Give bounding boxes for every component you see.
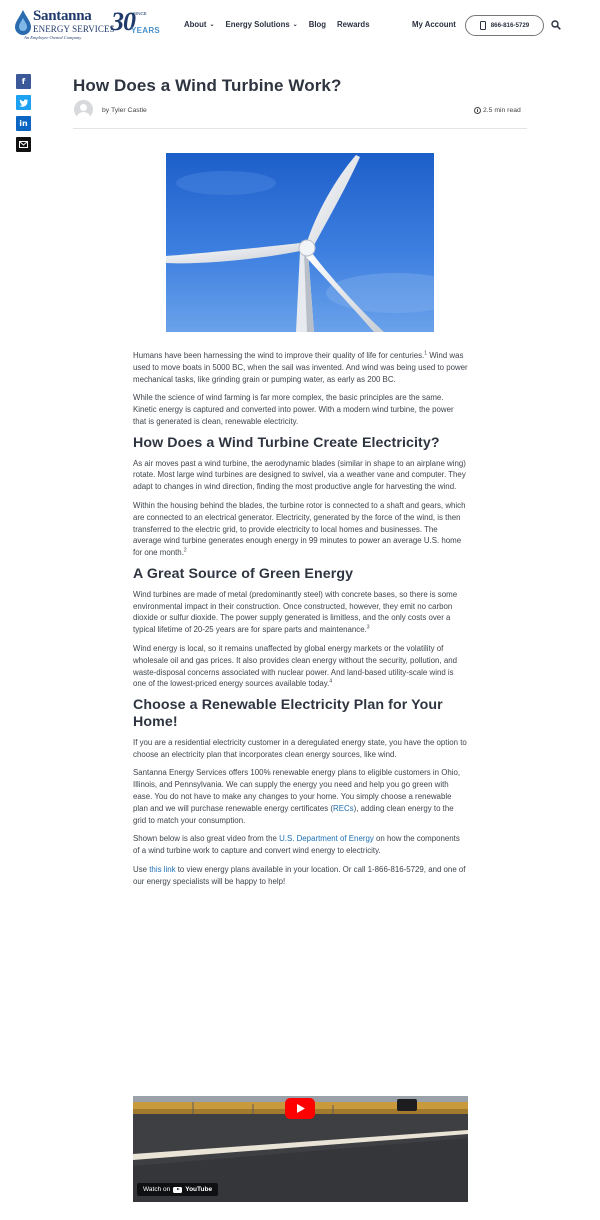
- youtube-label: YouTube: [185, 1186, 213, 1193]
- phone-button[interactable]: [465, 15, 544, 36]
- clock-icon: [474, 107, 481, 114]
- section-heading: A Great Source of Green Energy: [133, 565, 354, 582]
- facebook-icon[interactable]: f: [16, 74, 31, 89]
- plans-link[interactable]: this link: [149, 864, 176, 874]
- paragraph: Within the housing behind the blades, the turbine rotor is connected to a shaft and gears, which are connected to an electrical generator. Electricity, generated by the force of the wind, is then transferred to the electric grid, to provide electricity to local homes and businesses. The average wind turbine generates enough energy in 99 minutes to power an average U.S. home for one month.$^2$: [133, 500, 466, 558]
- phone-number: 866-816-5729: [490, 22, 530, 29]
- chevron-down-icon: ⌄: [292, 22, 298, 28]
- anniversary-number: 30: [111, 7, 135, 36]
- water-drop-icon: [14, 10, 32, 36]
- logo-wordmark: Santanna: [33, 8, 92, 24]
- watch-on-youtube-button[interactable]: [137, 1183, 218, 1196]
- youtube-logo-icon: [173, 1187, 182, 1193]
- paragraph: Wind energy is local, so it remains unaffected by global energy markets or the volatility of wholesale oil and gas prices. It also provides clean energy without the security, pollution, and waste-disposal concerns associated with nuclear power. And land-based utility-scale wind is one of the lowest-priced energy sources available today.$^4$: [133, 643, 457, 689]
- avatar: [74, 100, 93, 119]
- nav-item-label: Rewards: [337, 20, 370, 29]
- paragraph: If you are a residential electricity customer in a deregulated energy state, you have the option to choose an electricity plan that incorporates clean energy sources, like wind.: [133, 737, 467, 759]
- paragraph: Shown below is also great video from the U.S. Department of Energy on how the components of a wind turbine work to capture and convert wind energy to electricity.: [133, 834, 460, 856]
- paragraph: Wind turbines are made of metal (predominantly steel) with concrete bases, so there is some environmental impact in their construction. Once constructed, however, they emit no carbon dioxide or sulfur dioxide. The power supply generated is limitless, and the only costs over a typical lifetime of 20-25 years are for spare parts and maintenance.$^3$: [133, 589, 458, 635]
- search-icon[interactable]: [551, 20, 561, 30]
- logo-tagline: An Employee Owned Company: [24, 35, 82, 40]
- paragraph: Use this link to view energy plans available in your location. Or call 1-866-816-5729, and one of our energy specialists will be happy to help!: [133, 864, 466, 886]
- nav-item-rewards[interactable]: [337, 20, 370, 29]
- author-byline: by Tyler Castle: [102, 107, 147, 114]
- watch-on-label: Watch on: [143, 1186, 171, 1193]
- site-header: [0, 0, 600, 50]
- email-icon[interactable]: [16, 137, 31, 152]
- article-title: How Does a Wind Turbine Work?: [73, 76, 342, 95]
- nav-item-about[interactable]: [184, 20, 215, 29]
- nav-item-energy-solutions[interactable]: [226, 20, 298, 29]
- logo-subtitle: ENERGY SERVICES: [33, 24, 115, 34]
- recs-link[interactable]: RECs: [333, 803, 354, 813]
- site-logo[interactable]: [14, 9, 164, 43]
- wind-turbine-image: [166, 153, 434, 332]
- youtube-play-icon[interactable]: [285, 1098, 315, 1119]
- doe-link[interactable]: U.S. Department of Energy: [279, 834, 376, 844]
- article-body: [133, 350, 468, 894]
- nav-item-blog[interactable]: [309, 20, 326, 29]
- linkedin-icon[interactable]: in: [16, 116, 31, 131]
- section-heading: Choose a Renewable Electricity Plan for Your Home!: [133, 697, 443, 730]
- phone-icon: [480, 21, 486, 30]
- chevron-down-icon: ⌄: [209, 22, 215, 28]
- my-account-link[interactable]: My Account: [412, 20, 456, 29]
- anniversary-years: YEARS: [131, 26, 161, 35]
- nav-item-label: Energy Solutions: [225, 20, 290, 29]
- paragraph: Humans have been harnessing the wind to improve their quality of life for centuries.$^1$ Wind was used to move boats in 5000 BC, when the sail was invented. And wind was being used to power mechanical tasks, like grinding grain or pumping water, as early as 200 BC.: [133, 350, 468, 384]
- paragraph: As air moves past a wind turbine, the aerodynamic blades (similar in shape to an airplane wing) rotate. Most large wind turbines are designed to swivel, via a weather vane and computer. They adapt to changes in wind direction, finding the most productive angle for harvesting the wind.: [133, 458, 466, 492]
- section-heading: How Does a Wind Turbine Create Electricity?: [133, 434, 440, 451]
- nav-item-label: Blog: [308, 20, 327, 29]
- paragraph: Santanna Energy Services offers 100% renewable energy plans to eligible customers in Ohio, Illinois, and Pennsylvania. We can supply the energy you need and help you go green with ease. You do not have to make any changes to your home. You simply choose a renewable plan and we will purchase renewable energy certificates (RECs), adding clean energy to the grid to match your consumption.: [133, 768, 461, 825]
- read-time-label: 2.5 min read: [483, 107, 521, 114]
- social-share-bar: [16, 74, 31, 152]
- video-embed[interactable]: [133, 1096, 468, 1202]
- nav-item-label: About: [184, 20, 207, 29]
- read-time: [474, 107, 521, 114]
- anniversary-since: SINCE: [133, 11, 147, 16]
- twitter-icon[interactable]: [16, 95, 31, 110]
- main-nav: [184, 20, 370, 29]
- divider: [73, 128, 527, 129]
- paragraph: While the science of wind farming is far more complex, the basic principles are the same. Kinetic energy is captured and converted into power. With a modern wind turbine, the power that is generated is clean, renewable electricity.: [133, 393, 454, 426]
